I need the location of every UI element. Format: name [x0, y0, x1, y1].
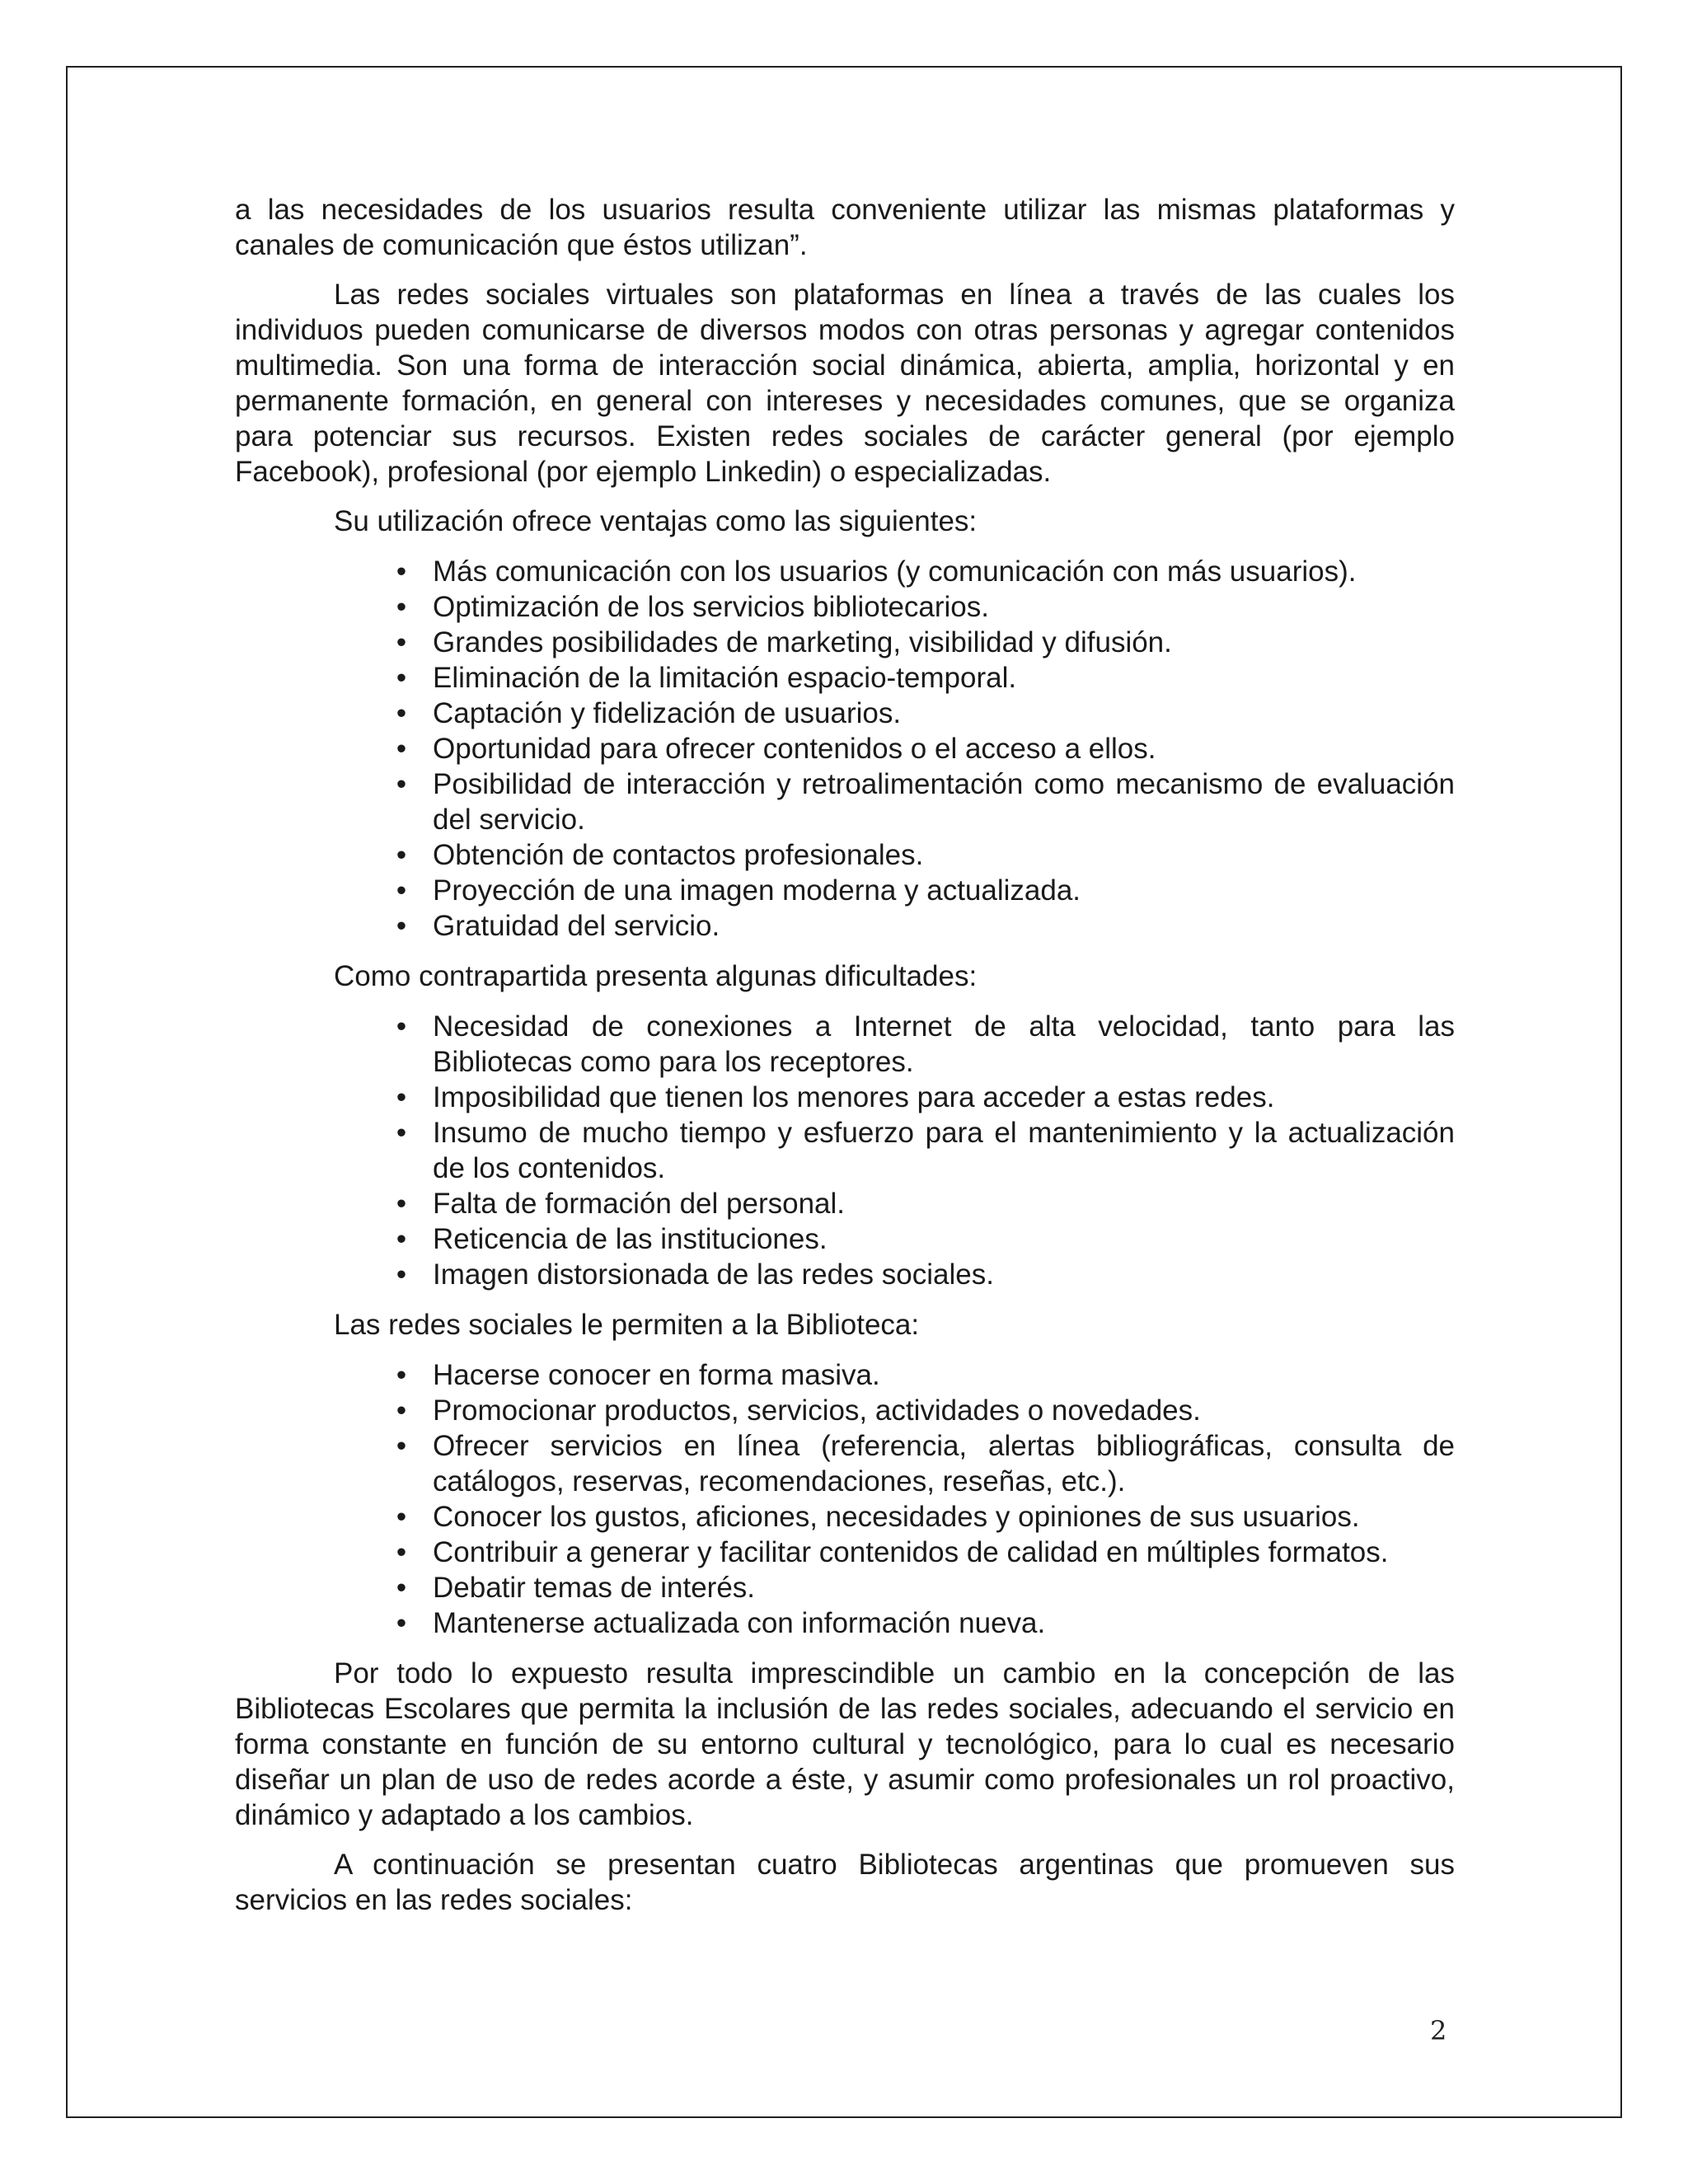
list-item-text: Conocer los gustos, aficiones, necesidades y opiniones de sus usuarios.	[433, 1501, 1360, 1533]
paragraph-conclusion: Por todo lo expuesto resulta imprescindible un cambio en la concepción de las Bibliotecas Escolares que permita la inclusión de las redes sociales, adecuando el servicio en forma constante en función de su entorno cultural y tecnológico, para lo cual es necesario diseñar un plan de uso de redes acorde a éste, y asumir como profesionales un rol proactivo, dinámico y adaptado a los cambios.	[235, 1657, 1455, 1831]
bullet-icon: •	[396, 1223, 407, 1255]
bullet-icon: •	[396, 1258, 407, 1291]
list-item	[396, 1570, 1455, 1605]
permiten-list	[235, 1357, 1455, 1641]
bullet-icon: •	[396, 1430, 407, 1462]
dificultades-lead: Como contrapartida presenta algunas dificultades:	[334, 960, 978, 992]
list-item-text: Proyección de una imagen moderna y actualizada.	[433, 874, 1081, 907]
dificultades-list	[235, 1009, 1455, 1292]
ventajas-list	[235, 554, 1455, 944]
list-item	[396, 873, 1455, 908]
list-item	[396, 554, 1455, 589]
list-item	[396, 1605, 1455, 1641]
bullet-icon: •	[396, 1010, 407, 1043]
bullet-icon: •	[396, 662, 407, 694]
list-item	[396, 766, 1455, 837]
bullet-icon: •	[396, 1607, 407, 1639]
paragraph-bibliotecas-intro: A continuación se presentan cuatro Bibliotecas argentinas que promueven sus servicios en las redes sociales:	[235, 1849, 1455, 1916]
list-item-text: Falta de formación del personal.	[433, 1188, 845, 1220]
document-body	[235, 192, 1455, 1932]
list-item	[396, 1115, 1455, 1186]
list-item-text: Debatir temas de interés.	[433, 1572, 756, 1604]
list-item	[396, 660, 1455, 696]
list-item	[396, 1535, 1455, 1570]
list-item-text: Eliminación de la limitación espacio-temporal.	[433, 662, 1017, 694]
list-item-text: Oportunidad para ofrecer contenidos o el acceso a ellos.	[433, 733, 1156, 765]
list-item-text: Mantenerse actualizada con información nueva.	[433, 1607, 1046, 1639]
bullet-icon: •	[396, 1081, 407, 1113]
list-item	[396, 1393, 1455, 1428]
list-item-text: Más comunicación con los usuarios (y comunicación con más usuarios).	[433, 555, 1357, 588]
list-item	[396, 1428, 1455, 1499]
list-item	[396, 1080, 1455, 1115]
bullet-icon: •	[396, 1536, 407, 1568]
ventajas-lead: Su utilización ofrece ventajas como las siguientes:	[334, 505, 978, 537]
list-item-text: Reticencia de las instituciones.	[433, 1223, 828, 1255]
permiten-lead: Las redes sociales le permiten a la Biblioteca:	[334, 1309, 920, 1341]
list-item	[396, 837, 1455, 873]
bullet-icon: •	[396, 555, 407, 588]
bullet-icon: •	[396, 910, 407, 942]
bullet-icon: •	[396, 839, 407, 871]
list-item	[396, 908, 1455, 944]
list-item	[396, 1257, 1455, 1292]
list-item	[396, 1186, 1455, 1221]
list-item-text: Imposibilidad que tienen los menores para acceder a estas redes.	[433, 1081, 1275, 1113]
page-number: 2	[1430, 2015, 1447, 2046]
paragraph-redes-sociales: Las redes sociales virtuales son plataformas en línea a través de las cuales los individuos pueden comunicarse de diversos modos con otras personas y agregar contenidos multimedia. Son una forma de interacción social dinámica, abierta, amplia, horizontal y en permanente formación, en general con intereses y necesidades comunes, que se organiza para potenciar sus recursos. Existen redes sociales de carácter general (por ejemplo Facebook), profesional (por ejemplo Linkedin) o especializadas.	[235, 279, 1455, 488]
list-item-text: Grandes posibilidades de marketing, visibilidad y difusión.	[433, 626, 1172, 658]
bullet-icon: •	[396, 697, 407, 729]
bullet-icon: •	[396, 591, 407, 623]
list-item-text: Obtención de contactos profesionales.	[433, 839, 924, 871]
list-item-text: Posibilidad de interacción y retroalimentación como mecanismo de evaluación del servicio.	[433, 768, 1455, 836]
list-item	[396, 731, 1455, 766]
list-item-text: Captación y fidelización de usuarios.	[433, 697, 902, 729]
bullet-icon: •	[396, 733, 407, 765]
bullet-icon: •	[396, 1117, 407, 1149]
list-item-text: Ofrecer servicios en línea (referencia, alertas bibliográficas, consulta de catálogos, reservas, recomendaciones, reseñas, etc.).	[433, 1430, 1455, 1497]
list-item-text: Imagen distorsionada de las redes sociales.	[433, 1258, 994, 1291]
bullet-icon: •	[396, 874, 407, 907]
paragraph-continuation: a las necesidades de los usuarios resulta conveniente utilizar las mismas plataformas y canales de comunicación que éstos utilizan”.	[235, 194, 1455, 261]
list-item-text: Contribuir a generar y facilitar contenidos de calidad en múltiples formatos.	[433, 1536, 1389, 1568]
list-item	[396, 1499, 1455, 1535]
bullet-icon: •	[396, 1188, 407, 1220]
list-item	[396, 625, 1455, 660]
list-item-text: Gratuidad del servicio.	[433, 910, 720, 942]
list-item-text: Promocionar productos, servicios, actividades o novedades.	[433, 1394, 1201, 1427]
list-item	[396, 1221, 1455, 1257]
bullet-icon: •	[396, 1501, 407, 1533]
list-item-text: Necesidad de conexiones a Internet de alta velocidad, tanto para las Bibliotecas como para los receptores.	[433, 1010, 1455, 1078]
list-item-text: Hacerse conocer en forma masiva.	[433, 1359, 880, 1391]
list-item-text: Insumo de mucho tiempo y esfuerzo para el mantenimiento y la actualización de los contenidos.	[433, 1117, 1455, 1184]
bullet-icon: •	[396, 768, 407, 800]
list-item	[396, 1357, 1455, 1393]
list-item	[396, 1009, 1455, 1080]
bullet-icon: •	[396, 626, 407, 658]
bullet-icon: •	[396, 1394, 407, 1427]
list-item	[396, 696, 1455, 731]
list-item	[396, 589, 1455, 625]
bullet-icon: •	[396, 1359, 407, 1391]
list-item-text: Optimización de los servicios bibliotecarios.	[433, 591, 989, 623]
bullet-icon: •	[396, 1572, 407, 1604]
